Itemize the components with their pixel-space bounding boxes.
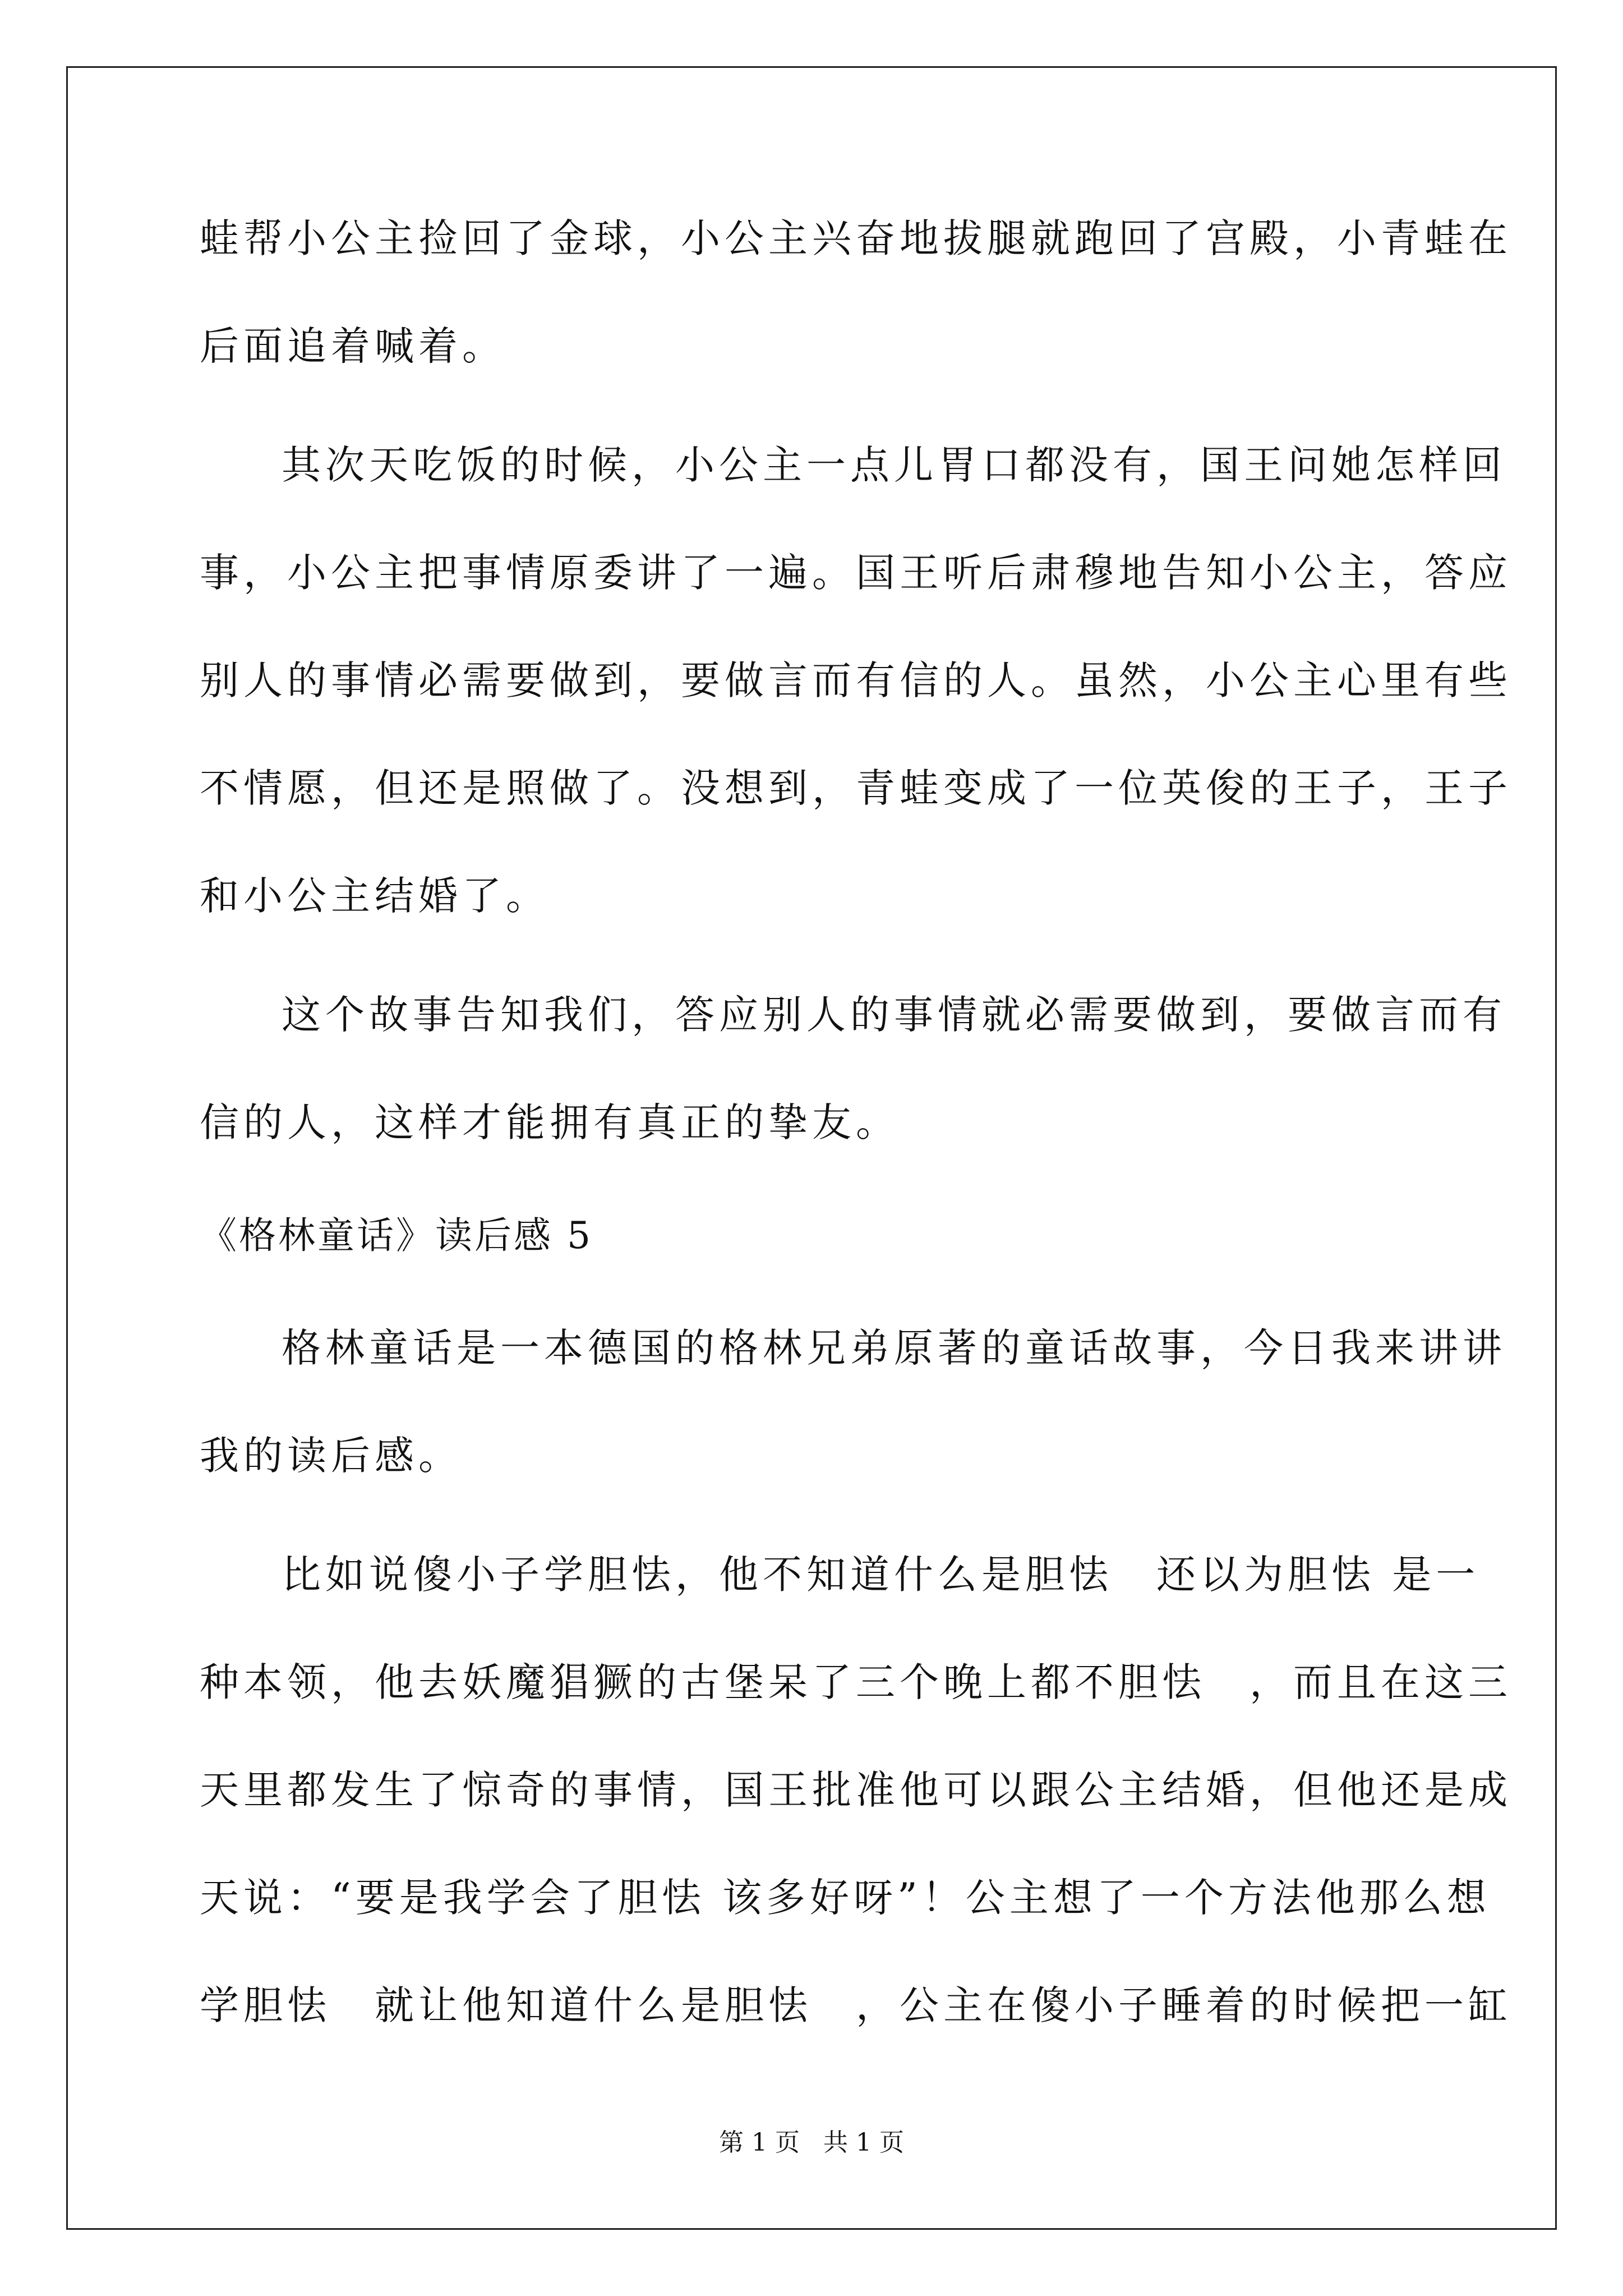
section-heading: 《格林童话》读后感 5: [200, 1214, 593, 1257]
paragraph-start-line: 其次天吃饭的时候，小公主一点儿胃口都没有，国王问她怎样回: [282, 442, 1506, 488]
paragraph-start-line: 比如说傻小子学胆怯，他不知道什么是胆怯 还以为胆怯 是一: [282, 1552, 1480, 1598]
text-line: 种本领，他去妖魔猖獗的古堡呆了三个晚上都不胆怯 ，而且在这三: [200, 1659, 1512, 1705]
text-line: 不情愿，但还是照做了。没想到，青蛙变成了一位英俊的王子，王子: [200, 765, 1512, 811]
text-line: 信的人，这样才能拥有真正的挚友。: [200, 1099, 900, 1145]
page-total: 共 1 页: [823, 2128, 904, 2157]
text-line: 和小公主结婚了。: [200, 873, 550, 919]
paragraph-start-line: 格林童话是一本德国的格林兄弟原著的童话故事，今日我来讲讲: [282, 1325, 1506, 1371]
text-line: 事，小公主把事情原委讲了一遍。国王听后肃穆地告知小公主，答应: [200, 550, 1512, 596]
page-number: 第 1 页: [719, 2128, 800, 2157]
text-line: 天里都发生了惊奇的事情，国王批准他可以跟公主结婚，但他还是成: [200, 1767, 1512, 1813]
page-footer: [0, 2126, 1623, 2160]
text-line: 天说：“要是我学会了胆怯 该多好呀”！公主想了一个方法他那么想: [200, 1875, 1491, 1921]
paragraph-start-line: 这个故事告知我们，答应别人的事情就必需要做到，要做言而有: [282, 992, 1506, 1038]
text-line: 学胆怯 就让他知道什么是胆怯 ，公主在傻小子睡着的时候把一缸: [200, 1982, 1512, 2028]
text-line: 后面追着喊着。: [200, 323, 506, 369]
text-line: 蛙帮小公主捡回了金球，小公主兴奋地拔腿就跑回了宫殿，小青蛙在: [200, 215, 1512, 261]
text-line: 别人的事情必需要做到，要做言而有信的人。虽然，小公主心里有些: [200, 657, 1512, 703]
text-line: 我的读后感。: [200, 1433, 462, 1479]
